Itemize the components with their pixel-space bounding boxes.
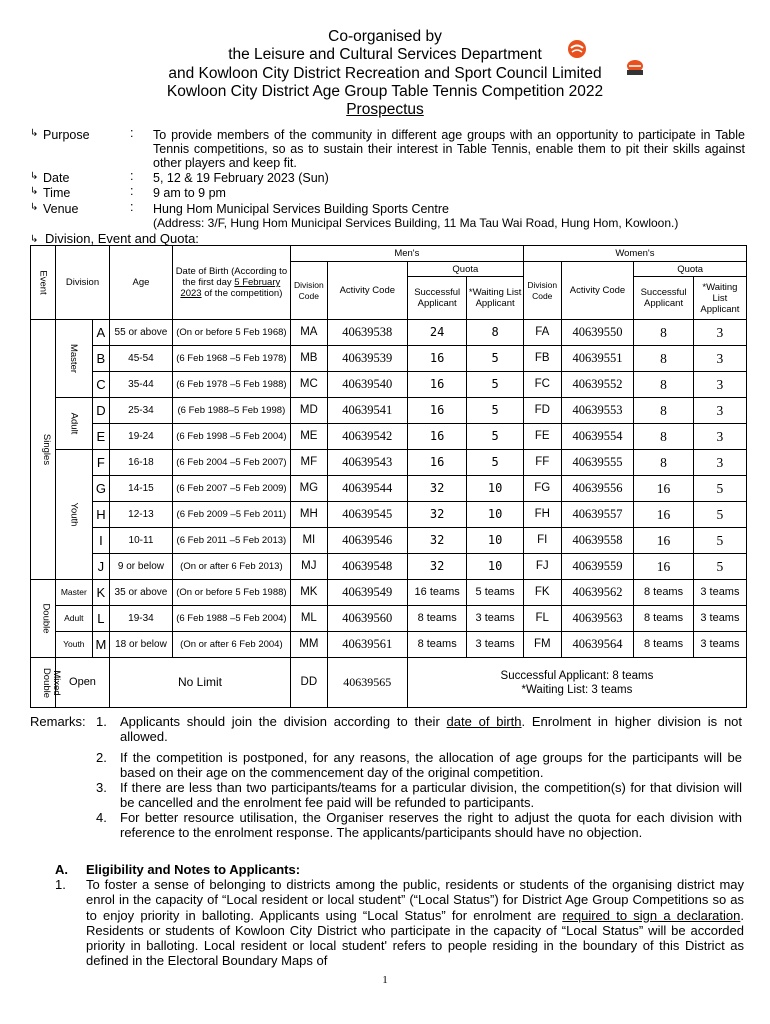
- row-age: 45-54: [110, 346, 173, 372]
- table-row: [31, 632, 747, 658]
- header-mens-activity-code: Activity Code: [327, 262, 407, 320]
- venue-bullet-icon: ↳: [30, 202, 39, 213]
- row-mens-successful: 24: [407, 320, 467, 346]
- date-colon: :: [130, 169, 134, 183]
- time-label: Time: [43, 186, 71, 200]
- group-adult: Adult: [55, 398, 92, 450]
- row-womens-code: FC: [523, 372, 561, 398]
- time-bullet-icon: ↳: [30, 186, 39, 197]
- row-mens-code: MG: [290, 476, 327, 502]
- district-council-logo-icon: [624, 58, 646, 78]
- quota-heading: Division, Event and Quota:: [45, 231, 199, 246]
- row-mens-activity: 40639549: [327, 580, 407, 606]
- row-womens-code: FE: [523, 424, 561, 450]
- row-dob: (On or after 6 Feb 2004): [172, 632, 290, 658]
- table-row: [31, 580, 747, 606]
- row-mens-waiting: 10: [467, 554, 523, 580]
- time-colon: :: [130, 184, 134, 198]
- row-mens-waiting: 3 teams: [467, 632, 523, 658]
- row-letter: B: [92, 346, 109, 372]
- row-mens-activity: 40639541: [327, 398, 407, 424]
- header-division: Division: [55, 246, 109, 320]
- row-mens-activity: 40639543: [327, 450, 407, 476]
- row-mens-successful: 32: [407, 502, 467, 528]
- row-womens-waiting: 3: [693, 372, 746, 398]
- row-letter: I: [92, 528, 109, 554]
- row-letter: G: [92, 476, 109, 502]
- row-mens-waiting: 5: [467, 450, 523, 476]
- row-group: Master: [55, 580, 92, 606]
- row-mens-successful: 16 teams: [407, 580, 467, 606]
- header-line-4: Kowloon City District Age Group Table Tennis Competition 2022: [166, 83, 604, 100]
- row-womens-successful: 8: [634, 450, 694, 476]
- row-womens-activity: 40639554: [561, 424, 634, 450]
- table-row: [31, 658, 747, 708]
- row-womens-code: FD: [523, 398, 561, 424]
- row-womens-waiting: 3: [693, 450, 746, 476]
- row-age: 55 or above: [110, 320, 173, 346]
- row-letter: L: [92, 606, 109, 632]
- row-mens-successful: 32: [407, 554, 467, 580]
- row-mens-code: MB: [290, 346, 327, 372]
- header-line-1: Co-organised by: [328, 28, 442, 45]
- header-mens-quota: Quota: [407, 262, 523, 277]
- lcsd-logo-icon: [567, 39, 587, 59]
- row-womens-activity: 40639564: [561, 632, 634, 658]
- header-womens-waiting: *Waiting List Applicant: [693, 277, 746, 320]
- header-line-3: and Kowloon City District Recreation and Sport Council Limited: [168, 65, 602, 82]
- row-womens-successful: 8: [634, 424, 694, 450]
- row-mens-successful: 16: [407, 398, 467, 424]
- header-mens-successful: Successful Applicant: [407, 277, 467, 320]
- row-letter: D: [92, 398, 109, 424]
- row-womens-waiting: 5: [693, 528, 746, 554]
- row-mens-successful: 16: [407, 346, 467, 372]
- row-womens-code: FL: [523, 606, 561, 632]
- section-a-item-text: To foster a sense of belonging to districts among the public, residents or students of the organising district may enrol in the capacity of “Local resident or local student” (“Local Status”) for District Age Group Competitions so as to enjoy priority in balloting. Applicants using “Local Status” for enrolment are required to sign a declaration. Residents or students of Kowloon City District who participate in the capacity of “Local Status” will be accorded priority in balloting. Local resident or local student' refers to people residing in the boundary of this District as defined in the Electoral Boundary Maps of: [86, 877, 744, 969]
- section-a-letter: A.: [55, 862, 68, 877]
- table-row: [31, 450, 747, 476]
- header-mens: Men's: [290, 246, 523, 262]
- row-mens-code: MH: [290, 502, 327, 528]
- row-womens-activity: 40639556: [561, 476, 634, 502]
- row-dob: (On or before 5 Feb 1988): [172, 580, 290, 606]
- table-row: [31, 398, 747, 424]
- quota-bullet-icon: ↳: [30, 234, 39, 245]
- row-mens-code: MA: [290, 320, 327, 346]
- row-womens-activity: 40639550: [561, 320, 634, 346]
- remarks-label: Remarks:: [30, 714, 86, 729]
- row-womens-activity: 40639559: [561, 554, 634, 580]
- row-age: 9 or below: [110, 554, 173, 580]
- row-womens-activity: 40639553: [561, 398, 634, 424]
- row-womens-code: FH: [523, 502, 561, 528]
- row-letter: E: [92, 424, 109, 450]
- mixed-quota-successful: Successful Applicant: 8 teams: [500, 669, 654, 682]
- header-line-5-wrap: [0, 100, 770, 119]
- quota-table: [30, 245, 747, 708]
- row-womens-activity: 40639562: [561, 580, 634, 606]
- event-double: Double: [31, 580, 56, 658]
- row-womens-activity: 40639555: [561, 450, 634, 476]
- row-womens-waiting: 5: [693, 476, 746, 502]
- row-letter: K: [92, 580, 109, 606]
- row-mens-code: MJ: [290, 554, 327, 580]
- row-womens-activity: 40639551: [561, 346, 634, 372]
- row-mens-activity: 40639538: [327, 320, 407, 346]
- row-mens-successful: 8 teams: [407, 606, 467, 632]
- purpose-bullet-icon: ↳: [30, 128, 39, 139]
- row-womens-code: FJ: [523, 554, 561, 580]
- venue-colon: :: [130, 200, 134, 214]
- header-mens-waiting: *Waiting List Applicant: [467, 277, 523, 320]
- row-mens-waiting: 10: [467, 476, 523, 502]
- header-line-2: the Leisure and Cultural Services Department: [228, 46, 542, 63]
- row-age: 25-34: [110, 398, 173, 424]
- row-mens-code: MC: [290, 372, 327, 398]
- row-mens-waiting: 5: [467, 372, 523, 398]
- row-mens-activity: 40639561: [327, 632, 407, 658]
- row-letter: C: [92, 372, 109, 398]
- remark-4: 4. For better resource utilisation, the Organiser reserves the right to adjust the quota for each division with reference to the enrolment response. The applicants/participants should have no objection.: [96, 810, 742, 840]
- row-womens-successful: 16: [634, 502, 694, 528]
- row-womens-successful: 8 teams: [634, 606, 694, 632]
- row-mens-successful: 32: [407, 528, 467, 554]
- time-text: 9 am to 9 pm: [153, 186, 226, 200]
- row-womens-waiting: 3 teams: [693, 580, 746, 606]
- row-age: 14-15: [110, 476, 173, 502]
- row-mens-code: MF: [290, 450, 327, 476]
- row-age: 35 or above: [110, 580, 173, 606]
- row-mens-waiting: 5: [467, 398, 523, 424]
- row-mens-successful: 16: [407, 372, 467, 398]
- row-mens-code: MK: [290, 580, 327, 606]
- row-womens-waiting: 3: [693, 320, 746, 346]
- table-row: [31, 346, 747, 372]
- row-mens-activity: 40639544: [327, 476, 407, 502]
- purpose-label: Purpose: [43, 128, 90, 142]
- venue-address: (Address: 3/F, Hung Hom Municipal Services Building, 11 Ma Tau Wai Road, Hung Hom, Kowloon.): [153, 216, 679, 230]
- row-womens-waiting: 3: [693, 346, 746, 372]
- row-dob: (6 Feb 1998 –5 Feb 2004): [172, 424, 290, 450]
- row-letter: M: [92, 632, 109, 658]
- remark-3: 3. If there are less than two participants/teams for a particular division, the competition(s) for that division will be cancelled and the enrolment fee paid will be refunded to participants.: [96, 780, 742, 810]
- mixed-quota-waiting: *Waiting List: 3 teams: [521, 683, 633, 696]
- row-group: Youth: [55, 632, 92, 658]
- row-womens-code: FF: [523, 450, 561, 476]
- row-womens-successful: 8 teams: [634, 632, 694, 658]
- row-mens-successful: 8 teams: [407, 632, 467, 658]
- row-group: Adult: [55, 606, 92, 632]
- mixed-quota: [407, 658, 746, 708]
- row-womens-successful: 16: [634, 528, 694, 554]
- date-label: Date: [43, 171, 70, 185]
- row-womens-code: FI: [523, 528, 561, 554]
- row-age: 19-24: [110, 424, 173, 450]
- row-mens-code: ML: [290, 606, 327, 632]
- row-age: 18 or below: [110, 632, 173, 658]
- purpose-colon: :: [130, 126, 134, 140]
- page-number: 1: [382, 974, 388, 986]
- row-womens-code: FA: [523, 320, 561, 346]
- event-mixed-double: Mixed Double: [31, 658, 56, 708]
- group-master: Master: [55, 320, 92, 398]
- row-dob: (On or before 5 Feb 1968): [172, 320, 290, 346]
- table-row: [31, 528, 747, 554]
- row-mens-code: MD: [290, 398, 327, 424]
- row-womens-activity: 40639552: [561, 372, 634, 398]
- row-letter: H: [92, 502, 109, 528]
- row-womens-successful: 8 teams: [634, 580, 694, 606]
- mixed-division: Open: [55, 658, 109, 708]
- row-mens-waiting: 10: [467, 502, 523, 528]
- row-mens-code: ME: [290, 424, 327, 450]
- row-dob: (6 Feb 1988–5 Feb 1998): [172, 398, 290, 424]
- row-dob: (On or after 6 Feb 2013): [172, 554, 290, 580]
- row-womens-waiting: 3: [693, 398, 746, 424]
- table-row: [31, 320, 747, 346]
- row-mens-waiting: 5: [467, 346, 523, 372]
- row-womens-waiting: 5: [693, 554, 746, 580]
- row-mens-successful: 16: [407, 450, 467, 476]
- row-mens-activity: 40639540: [327, 372, 407, 398]
- table-row: [31, 502, 747, 528]
- row-womens-code: FG: [523, 476, 561, 502]
- mixed-code: DD: [290, 658, 327, 708]
- row-womens-code: FM: [523, 632, 561, 658]
- row-womens-successful: 8: [634, 398, 694, 424]
- header-womens-division-code: Division Code: [523, 262, 561, 320]
- remark-1: 1. Applicants should join the division according to their date of birth. Enrolment in higher division is not allowed.: [96, 714, 743, 744]
- section-a-item-num: 1.: [55, 877, 66, 892]
- venue-label: Venue: [43, 202, 79, 216]
- row-mens-code: MI: [290, 528, 327, 554]
- event-singles: Singles: [31, 320, 56, 580]
- row-age: 12-13: [110, 502, 173, 528]
- row-mens-activity: 40639548: [327, 554, 407, 580]
- header-womens: Women's: [523, 246, 746, 262]
- row-mens-waiting: 5 teams: [467, 580, 523, 606]
- row-dob: (6 Feb 1968 –5 Feb 1978): [172, 346, 290, 372]
- row-mens-successful: 16: [407, 424, 467, 450]
- row-womens-waiting: 3 teams: [693, 632, 746, 658]
- purpose-text: To provide members of the community in different age groups with an opportunity to participate in Table Tennis competitions, so as to sustain their interest in Table Tennis, enable them to pit their skills against other players and keep fit.: [153, 128, 745, 170]
- row-womens-code: FK: [523, 580, 561, 606]
- row-dob: (6 Feb 1988 –5 Feb 2004): [172, 606, 290, 632]
- prospectus-title: Prospectus: [346, 101, 424, 118]
- table-row: [31, 554, 747, 580]
- row-womens-successful: 16: [634, 476, 694, 502]
- row-womens-successful: 16: [634, 554, 694, 580]
- row-womens-waiting: 3: [693, 424, 746, 450]
- row-dob: (6 Feb 2009 –5 Feb 2011): [172, 502, 290, 528]
- row-age: 19-34: [110, 606, 173, 632]
- table-row: [31, 424, 747, 450]
- row-mens-waiting: 8: [467, 320, 523, 346]
- mixed-age: No Limit: [110, 658, 291, 708]
- table-row: [31, 476, 747, 502]
- row-mens-waiting: 3 teams: [467, 606, 523, 632]
- row-mens-activity: 40639539: [327, 346, 407, 372]
- row-womens-activity: 40639563: [561, 606, 634, 632]
- row-mens-waiting: 5: [467, 424, 523, 450]
- row-age: 10-11: [110, 528, 173, 554]
- row-mens-code: MM: [290, 632, 327, 658]
- row-womens-waiting: 5: [693, 502, 746, 528]
- row-age: 16-18: [110, 450, 173, 476]
- header-date-of-birth: Date of Birth (According to the first day 5 February 2023 of the competition): [172, 246, 290, 320]
- header-womens-quota: Quota: [634, 262, 747, 277]
- row-womens-code: FB: [523, 346, 561, 372]
- row-mens-activity: 40639545: [327, 502, 407, 528]
- row-letter: A: [92, 320, 109, 346]
- mixed-activity: 40639565: [327, 658, 407, 708]
- row-womens-activity: 40639558: [561, 528, 634, 554]
- row-dob: (6 Feb 2011 –5 Feb 2013): [172, 528, 290, 554]
- header-womens-successful: Successful Applicant: [634, 277, 694, 320]
- header-mens-division-code: Division Code: [290, 262, 327, 320]
- row-womens-successful: 8: [634, 346, 694, 372]
- header-age: Age: [110, 246, 173, 320]
- row-womens-successful: 8: [634, 372, 694, 398]
- row-womens-waiting: 3 teams: [693, 606, 746, 632]
- row-dob: (6 Feb 2004 –5 Feb 2007): [172, 450, 290, 476]
- table-row: [31, 372, 747, 398]
- row-mens-successful: 32: [407, 476, 467, 502]
- table-row: [31, 606, 747, 632]
- section-a-title: Eligibility and Notes to Applicants:: [86, 862, 301, 877]
- row-letter: F: [92, 450, 109, 476]
- date-bullet-icon: ↳: [30, 171, 39, 182]
- row-age: 35-44: [110, 372, 173, 398]
- row-mens-activity: 40639542: [327, 424, 407, 450]
- venue-text: Hung Hom Municipal Services Building Sports Centre: [153, 202, 449, 216]
- date-text: 5, 12 & 19 February 2023 (Sun): [153, 171, 329, 185]
- row-letter: J: [92, 554, 109, 580]
- header-womens-activity-code: Activity Code: [561, 262, 634, 320]
- row-mens-waiting: 10: [467, 528, 523, 554]
- row-mens-activity: 40639546: [327, 528, 407, 554]
- row-dob: (6 Feb 2007 –5 Feb 2009): [172, 476, 290, 502]
- row-womens-successful: 8: [634, 320, 694, 346]
- header-event: Event: [31, 246, 56, 320]
- row-mens-activity: 40639560: [327, 606, 407, 632]
- remark-2: 2. If the competition is postponed, for any reasons, the allocation of age groups for the participants will be based on their age on the commencement day of the original competition.: [96, 750, 742, 780]
- group-youth: Youth: [55, 450, 92, 580]
- row-dob: (6 Feb 1978 –5 Feb 1988): [172, 372, 290, 398]
- row-womens-activity: 40639557: [561, 502, 634, 528]
